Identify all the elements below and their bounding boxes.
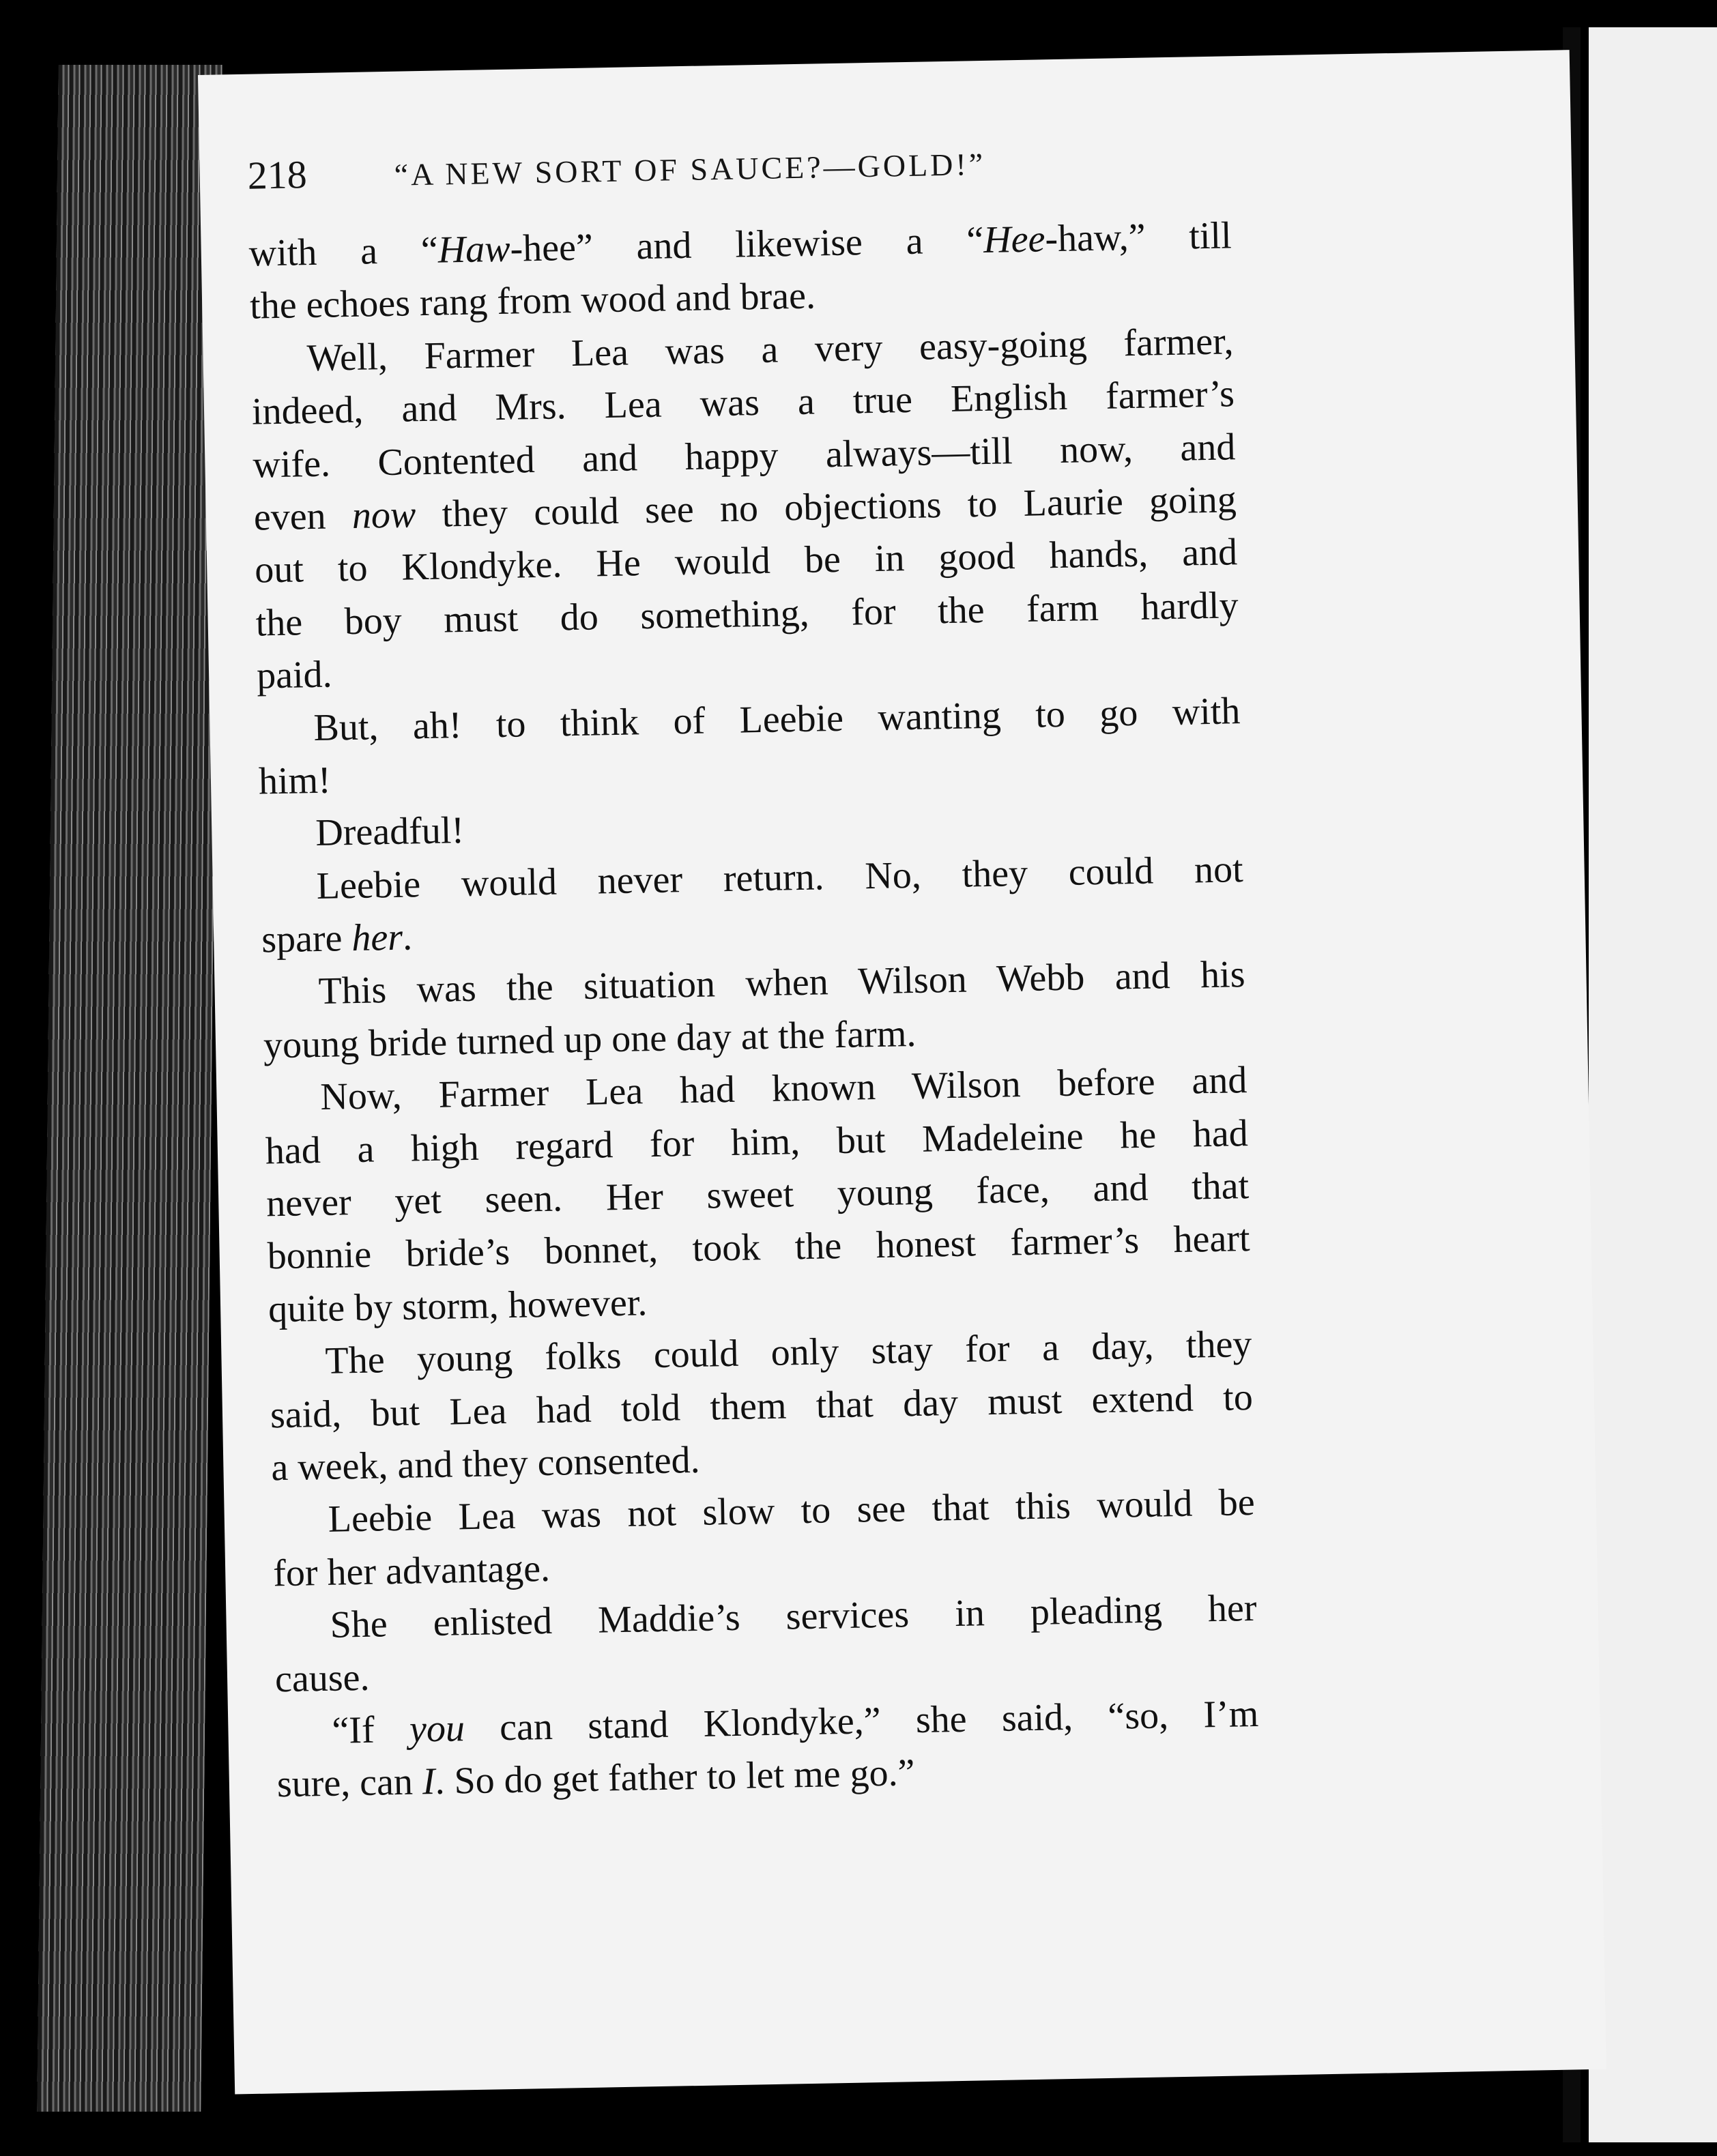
line-text: spare bbox=[261, 917, 352, 961]
line-text: out to Klondyke. He would be in good hands, and bbox=[254, 531, 1238, 592]
line-text: Well, Farmer Lea was a very easy-going farmer, bbox=[306, 320, 1234, 379]
line-text: said, but Lea had told them that day must extend to bbox=[270, 1375, 1254, 1436]
page-header bbox=[247, 132, 1408, 214]
book-page bbox=[198, 50, 1606, 2094]
line-text: This was the situation when Wilson Webb and his bbox=[318, 953, 1245, 1013]
line-text: Leebie would never return. No, they could not bbox=[316, 847, 1244, 907]
page-number: 218 bbox=[247, 152, 308, 198]
italic-word: I bbox=[422, 1760, 436, 1803]
line-text: wife. Contented and happy always—till now, and bbox=[252, 425, 1236, 486]
line-text: “If bbox=[331, 1708, 410, 1752]
line-text: paid. bbox=[256, 653, 333, 697]
line-text: The young folks could only stay for a day, they bbox=[325, 1323, 1252, 1383]
line-text: But, ah! to think of Leebie wanting to go with bbox=[313, 689, 1241, 749]
line-text: bonnie bride’s bonnet, took the honest farmer’s heart bbox=[267, 1217, 1251, 1278]
italic-word: Hee bbox=[983, 218, 1045, 261]
line-text: quite by storm, however. bbox=[268, 1281, 648, 1331]
line-text: had a high regard for him, but Madeleine he had bbox=[265, 1111, 1249, 1173]
italic-word: her bbox=[351, 916, 403, 960]
line-text: indeed, and Mrs. Lea was a true English farmer’s bbox=[251, 373, 1235, 433]
page-edges bbox=[37, 65, 222, 2112]
line-text: the echoes rang from wood and brae. bbox=[249, 274, 816, 328]
line-text: they could see no objections to Laurie going bbox=[415, 478, 1237, 536]
line-text: . bbox=[402, 916, 413, 959]
line-text: even bbox=[253, 494, 353, 539]
line-text: a week, and they consented. bbox=[270, 1438, 701, 1489]
line-text: him! bbox=[258, 759, 332, 803]
body-text bbox=[248, 209, 1260, 1811]
line-text: She enlisted Maddie’s services in pleading her bbox=[330, 1587, 1258, 1646]
italic-word: now bbox=[351, 493, 416, 537]
italic-word: Haw bbox=[437, 227, 511, 272]
line-text: cause. bbox=[274, 1656, 371, 1700]
facing-page-edge bbox=[1582, 27, 1717, 2142]
line-text: never yet seen. Her sweet young face, and that bbox=[265, 1165, 1250, 1225]
running-head: “A NEW SORT OF SAUCE?—GOLD!” bbox=[394, 146, 986, 192]
line-text: can stand Klondyke,” she said, “so, I’m bbox=[464, 1692, 1259, 1750]
line-text: Leebie Lea was not slow to see that this would be bbox=[328, 1481, 1256, 1541]
line-text: sure, can bbox=[276, 1760, 423, 1806]
line-text: -hee” and likewise a “ bbox=[509, 218, 984, 270]
line-text: -haw,” till bbox=[1044, 214, 1232, 261]
line-text: the boy must do something, for the farm hardly bbox=[255, 583, 1239, 645]
line-text: young bride turned up one day at the farm. bbox=[263, 1012, 917, 1067]
line-text: with a “ bbox=[248, 229, 439, 275]
line-text: for her advantage. bbox=[272, 1547, 551, 1595]
line-text: Dreadful! bbox=[315, 809, 465, 855]
line-text: . So do get father to let me go.” bbox=[434, 1751, 915, 1803]
italic-word: you bbox=[409, 1707, 465, 1751]
line-text: Now, Farmer Lea had known Wilson before and bbox=[319, 1059, 1247, 1119]
